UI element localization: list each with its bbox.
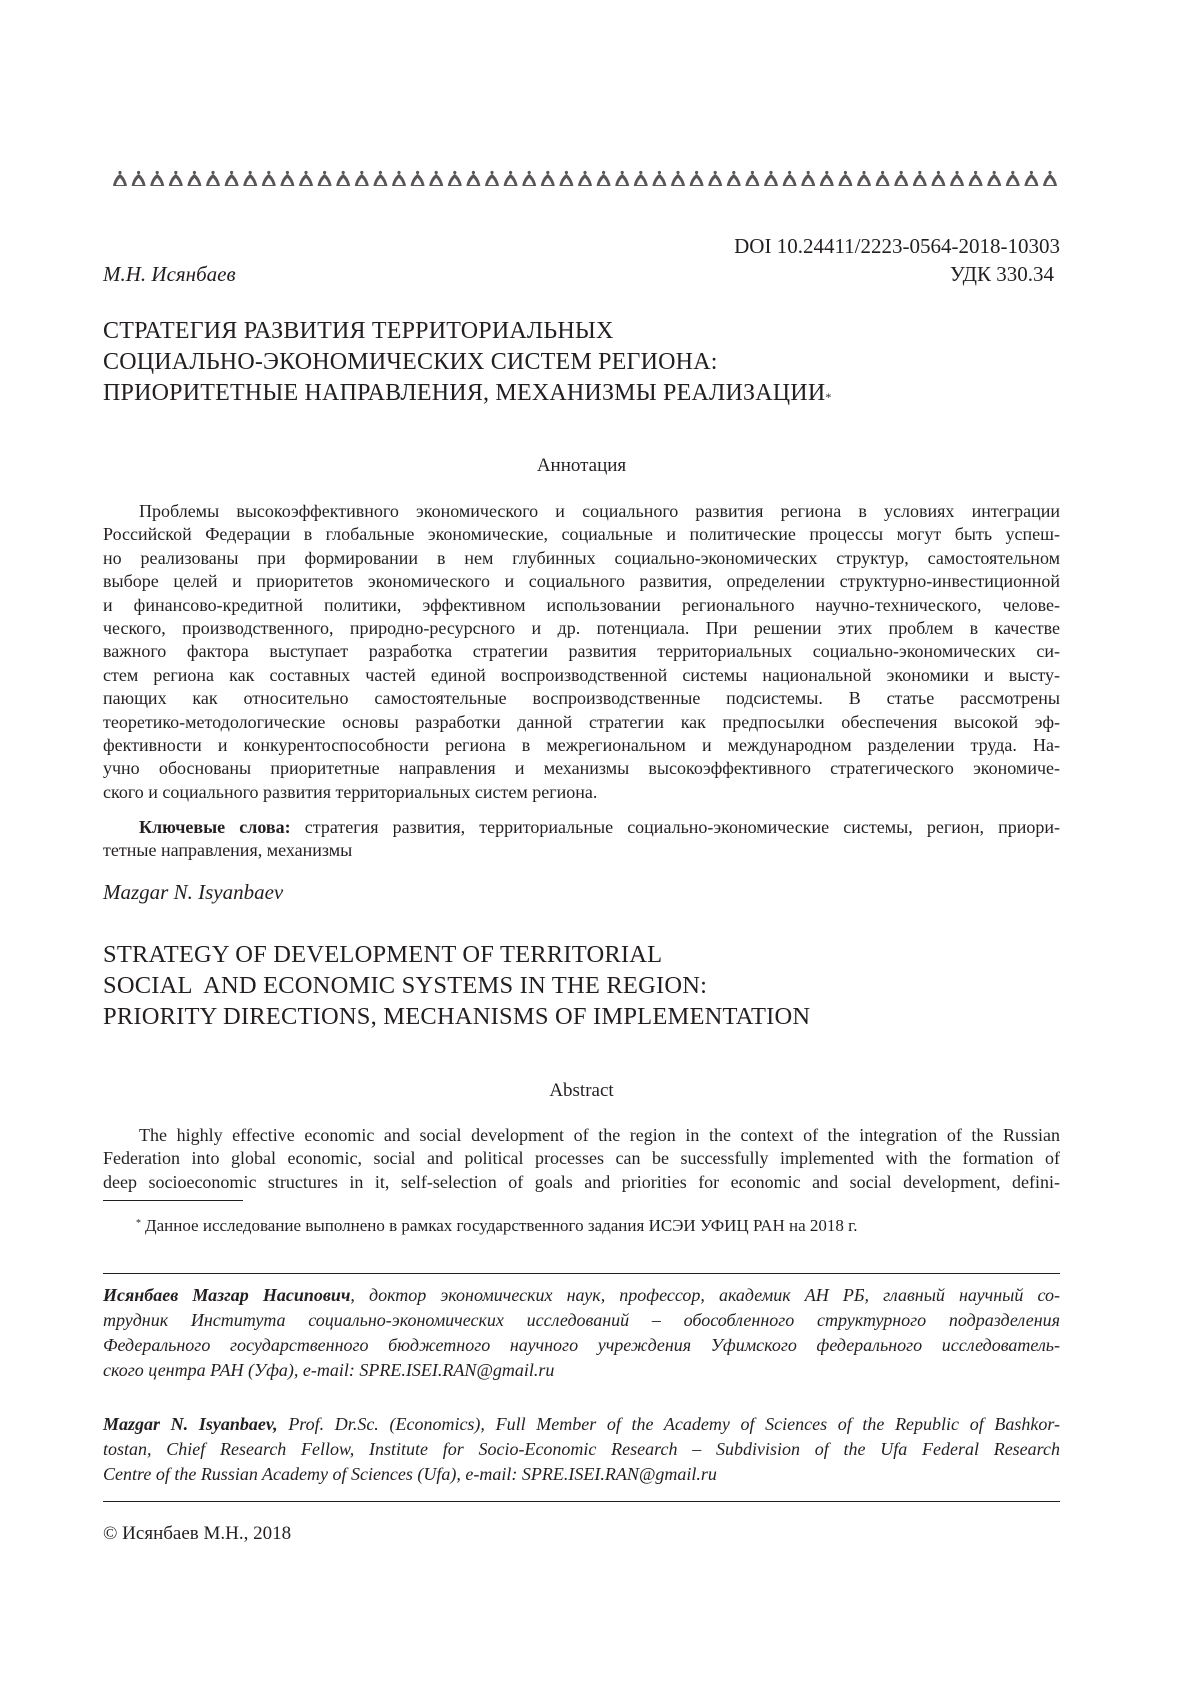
title-en-line: PRIORITY DIRECTIONS, MECHANISMS OF IMPLEMENTATION	[103, 1003, 811, 1030]
annotation-line: и финансово-кредитной политики, эффективном использовании регионального научно-технического, челове-	[103, 594, 1060, 615]
bio-line: Федерального государственного бюджетного научного учреждения Уфимского федерального исследователь-	[103, 1335, 1060, 1355]
ornament-motif	[1024, 171, 1038, 186]
ornament-motif	[355, 171, 369, 186]
abstract-line: Federation into global economic, social and political processes can be successfully implemented with the formation of	[103, 1148, 1060, 1169]
title-en-line: STRATEGY OF DEVELOPMENT OF TERRITORIAL	[103, 941, 663, 968]
footnote	[103, 1216, 1060, 1236]
ornament-motif	[243, 171, 257, 186]
ornament-motif	[820, 171, 834, 186]
ornament-motif	[671, 171, 685, 186]
ornament-motif	[634, 171, 648, 186]
title-ru-line: СТРАТЕГИЯ РАЗВИТИЯ ТЕРРИТОРИАЛЬНЫХ	[103, 318, 614, 344]
ornament-motif	[169, 171, 183, 186]
ornament-motif	[894, 171, 908, 186]
bio-bottom-rule	[103, 1501, 1060, 1502]
ornament-motif	[541, 171, 555, 186]
ornament-motif	[429, 171, 443, 186]
ornament-motif	[987, 171, 1001, 186]
annotation-line: пающих как относительно самостоятельные воспроизводственные подсистемы. В статье рассмотрены	[103, 688, 1060, 709]
ornament-motif	[1043, 171, 1057, 186]
footnote-marker: *	[825, 390, 832, 404]
ornament-motif	[485, 171, 499, 186]
keywords-label: Ключевые слова:	[139, 817, 291, 837]
ornament-motif	[522, 171, 536, 186]
ornament-motif	[262, 171, 276, 186]
ornament-motif	[801, 171, 815, 186]
doi: DOI 10.24411/2223-0564-2018-10303	[734, 234, 1060, 258]
ornament-motif	[373, 171, 387, 186]
ornament-motif	[187, 171, 201, 186]
annotation-line: но реализованы при формировании в нем глубинных социально-экономических структур, самостоятельном	[103, 547, 1060, 568]
ornament-motif	[597, 171, 611, 186]
author-bio-en	[103, 1412, 1060, 1487]
ornament-motif	[336, 171, 350, 186]
ornament-motif	[838, 171, 852, 186]
annotation-line: ческого, производственного, природно-ресурсного и др. потенциала. При решении этих проблем в качестве	[103, 618, 1060, 639]
title-en-line: SOCIAL AND ECONOMIC SYSTEMS IN THE REGION:	[103, 972, 708, 999]
ornament-motif	[950, 171, 964, 186]
annotation-line: учно обоснованы приоритетные направления и механизмы высокоэффективного стратегического экономиче-	[103, 758, 1060, 779]
ornament-motif	[504, 171, 518, 186]
author-bio-ru	[103, 1283, 1060, 1383]
ornament-motif	[969, 171, 983, 186]
copyright: © Исянбаев М.Н., 2018	[103, 1523, 292, 1544]
ornament-motif	[113, 171, 127, 186]
author-name-ru: М.Н. Исянбаев	[103, 262, 236, 286]
ornament-motif	[745, 171, 759, 186]
ornament-motif	[299, 171, 313, 186]
ornament-motif	[708, 171, 722, 186]
bio-top-rule	[103, 1273, 1060, 1274]
title-ru-line: ПРИОРИТЕТНЫЕ НАПРАВЛЕНИЯ, МЕХАНИЗМЫ РЕАЛИЗАЦИИ*	[103, 380, 832, 406]
ornament-motif	[559, 171, 573, 186]
bio-line: Исянбаев Мазгар Насипович, доктор экономических наук, профессор, академик АН РБ, главный научный со-	[103, 1285, 1060, 1305]
footnote-text: Данное исследование выполнено в рамках государственного задания ИСЭИ УФИЦ РАН на 2018 г.	[145, 1216, 858, 1235]
ornament-motif	[225, 171, 239, 186]
floral-ornament-icon	[110, 168, 1060, 190]
annotation-line: выборе целей и приоритетов экономического и социального развития, определении структурно-инвестиционной	[103, 571, 1060, 592]
ornament-motif	[392, 171, 406, 186]
abstract-text	[103, 1124, 1060, 1194]
udk-code: УДК 330.34	[949, 262, 1054, 286]
footnote-rule	[103, 1200, 243, 1201]
ornament-motif	[857, 171, 871, 186]
annotation-line: Российской Федерации в глобальные экономические, социальные и политические процессы могут быть успеш-	[103, 524, 1060, 545]
keywords	[103, 816, 1060, 863]
ornament-motif	[615, 171, 629, 186]
ornament-motif	[652, 171, 666, 186]
bio-name-ru: Исянбаев Мазгар Насипович	[103, 1285, 351, 1305]
title-en	[103, 939, 810, 1032]
annotation-line: фективности и конкурентоспособности региона в межрегиональном и международном разделении труда. На-	[103, 735, 1060, 756]
abstract-heading: Abstract	[549, 1080, 614, 1101]
ornament-motif	[132, 171, 146, 186]
bio-line: Mazgar N. Isyanbaev, Prof. Dr.Sc. (Economics), Full Member of the Academy of Sciences of the Republic of Bashkor-	[103, 1414, 1060, 1434]
annotation-line: ского и социального развития территориальных систем региона.	[103, 781, 598, 802]
annotation-line: важного фактора выступает разработка стратегии развития территориальных социально-экономических си-	[103, 641, 1060, 662]
ornament-motif	[764, 171, 778, 186]
abstract-line: deep socioeconomic structures in it, self-selection of goals and priorities for economic and social development, defini-	[103, 1171, 1060, 1192]
annotation-text	[103, 500, 1060, 804]
ornament-motif	[913, 171, 927, 186]
ornament-motif	[206, 171, 220, 186]
ornament-motif	[876, 171, 890, 186]
bio-line: ского центра РАН (Уфа), e-mail: SPRE.ISEI.RAN@gmail.ru	[103, 1360, 555, 1380]
bio-line: трудник Института социально-экономических исследований – обособленного структурного подразделения	[103, 1310, 1060, 1330]
annotation-heading: Аннотация	[536, 455, 627, 476]
keywords-line: Ключевые слова: стратегия развития, территориальные социально-экономические системы, регион, приори-	[139, 817, 1060, 837]
footnote-marker: *	[136, 1218, 141, 1229]
ornament-motif	[690, 171, 704, 186]
ornament-motif	[466, 171, 480, 186]
abstract-line: The highly effective economic and social development of the region in the context of the integration of the Russian	[139, 1125, 1060, 1145]
annotation-line: Проблемы высокоэффективного экономического и социального развития региона в условиях интеграции	[139, 501, 1060, 521]
annotation-line: стем региона как составных частей единой воспроизводственной системы национальной экономики и высту-	[103, 664, 1060, 685]
annotation-line: теоретико-методологические основы разработки данной стратегии как предпосылки обеспечения высокой эф-	[103, 711, 1060, 732]
title-ru-line: СОЦИАЛЬНО-ЭКОНОМИЧЕСКИХ СИСТЕМ РЕГИОНА:	[103, 349, 718, 375]
ornament-motif	[411, 171, 425, 186]
ornament-motif	[931, 171, 945, 186]
ornament-motif	[150, 171, 164, 186]
ornament-motif	[578, 171, 592, 186]
ornament-motif	[783, 171, 797, 186]
bio-line: tostan, Chief Research Fellow, Institute for Socio-Economic Research – Subdivision of the Ufa Federal Research	[103, 1439, 1060, 1459]
ornament-motif	[280, 171, 294, 186]
ornament-motif	[318, 171, 332, 186]
ornament-motif	[1006, 171, 1020, 186]
title-ru	[103, 316, 832, 409]
ornament-motif	[448, 171, 462, 186]
ornament-motif	[727, 171, 741, 186]
keywords-line: тетные направления, механизмы	[103, 840, 353, 861]
bio-line: Centre of the Russian Academy of Sciences (Ufa), e-mail: SPRE.ISEI.RAN@gmail.ru	[103, 1464, 717, 1484]
author-name-en: Mazgar N. Isyanbaev	[103, 880, 284, 904]
bio-name-en: Mazgar N. Isyanbaev,	[103, 1414, 278, 1434]
